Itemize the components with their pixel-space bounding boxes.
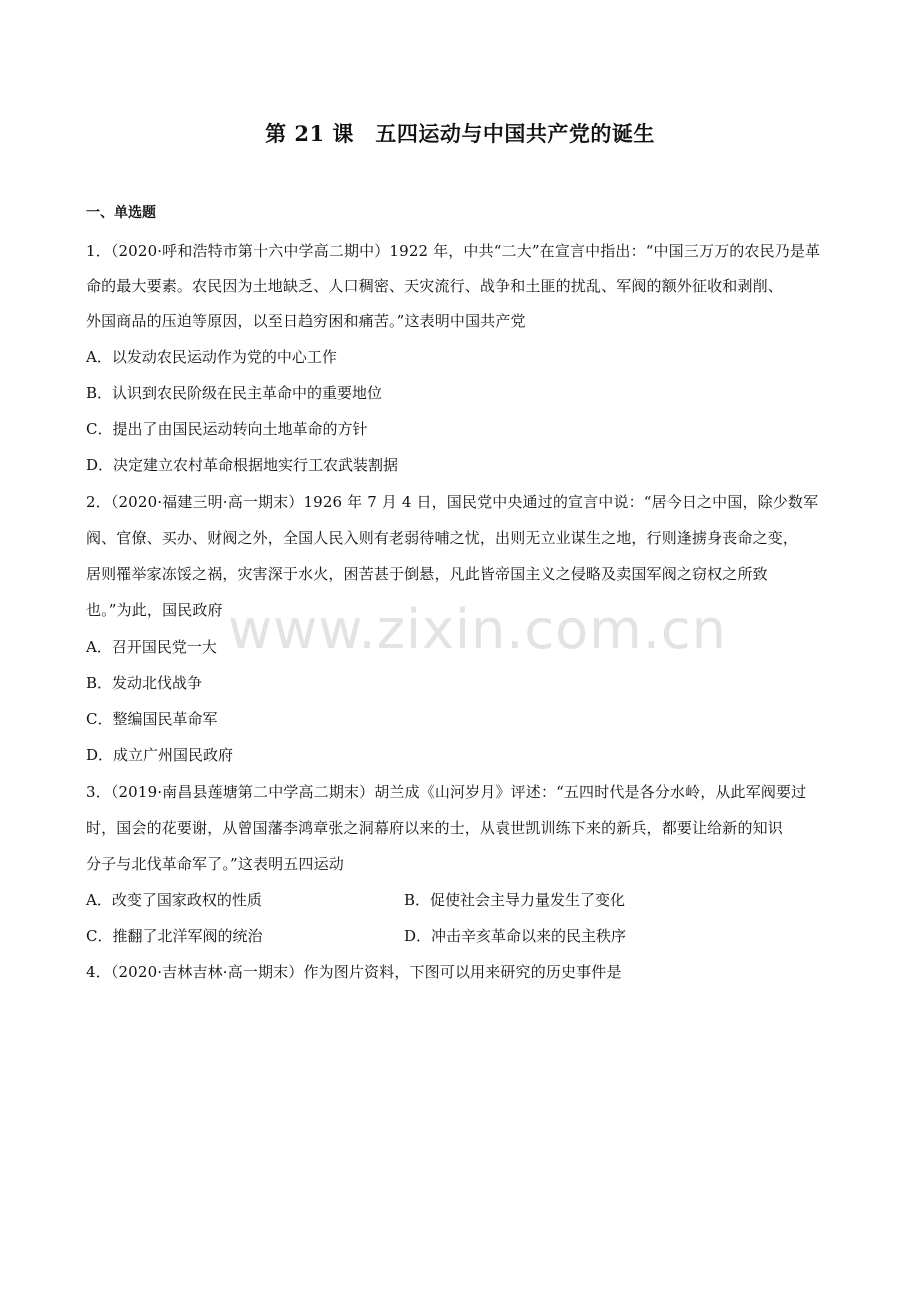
question-2-line-1: 2．（2020·福建三明·高一期末）1926 年 7 月 4 日，国民党中央通过的宣言中说：“居今日之中国，除少数军 bbox=[86, 493, 819, 511]
page-title: 第 21 课 五四运动与中国共产党的诞生 bbox=[265, 121, 655, 146]
section-heading: 一、单选题 bbox=[86, 205, 156, 221]
question-3-line-2: 时，国会的花要谢，从曾国藩李鸿章张之洞幕府以来的士，从袁世凯训练下来的新兵，都要让给新的知识 bbox=[86, 819, 783, 837]
question-2-line-4: 也。”为此，国民政府 bbox=[86, 601, 223, 619]
question-3-line-1: 3．（2019·南昌县莲塘第二中学高二期末）胡兰成《山河岁月》评述：“五四时代是各分水岭，从此军阀要过 bbox=[86, 783, 807, 801]
question-2-option-c: C．整编国民革命军 bbox=[86, 710, 218, 728]
question-1-option-c: C．提出了由国民运动转向土地革命的方针 bbox=[86, 420, 368, 438]
question-3-option-d: D．冲击辛亥革命以来的民主秩序 bbox=[404, 927, 627, 945]
question-2-option-b: B．发动北伐战争 bbox=[86, 674, 203, 692]
question-2-option-d: D．成立广州国民政府 bbox=[86, 746, 234, 764]
question-2-line-3: 居则罹举家冻馁之祸，灾害深于水火，困苦甚于倒悬，凡此皆帝国主义之侵略及卖国军阀之窃权之所致 bbox=[86, 565, 768, 583]
watermark-text: www.zixin.com.cn bbox=[228, 598, 727, 661]
question-4-line-1: 4．（2020·吉林吉林·高一期末）作为图片资料，下图可以用来研究的历史事件是 bbox=[86, 963, 622, 981]
question-1-option-b: B．认识到农民阶级在民主革命中的重要地位 bbox=[86, 384, 383, 402]
question-3-option-a: A．改变了国家政权的性质 bbox=[86, 891, 262, 909]
question-3-option-b: B．促使社会主导力量发生了变化 bbox=[404, 891, 626, 909]
question-2-option-a: A．召开国民党一大 bbox=[86, 638, 217, 656]
question-1-line-3: 外国商品的压迫等原因，以至日趋穷困和痛苦。”这表明中国共产党 bbox=[86, 312, 526, 330]
question-1-option-d: D．决定建立农村革命根据地实行工农武装割据 bbox=[86, 456, 399, 474]
question-1-line-2: 命的最大要素。农民因为土地缺乏、人口稠密、天灾流行、战争和土匪的扰乱、军阀的额外征收和剥削、 bbox=[86, 277, 783, 295]
question-1-line-1: 1．（2020·呼和浩特市第十六中学高二期中）1922 年，中共“二大”在宣言中指出：“中国三万万的农民乃是革 bbox=[86, 242, 821, 260]
question-3-option-c: C．推翻了北洋军阀的统治 bbox=[86, 927, 263, 945]
question-3-line-3: 分子与北伐革命军了。”这表明五四运动 bbox=[86, 855, 344, 873]
question-1-option-a: A．以发动农民运动作为党的中心工作 bbox=[86, 348, 337, 366]
question-2-line-2: 阀、官僚、买办、财阀之外，全国人民入则有老弱待哺之忧，出则无立业谋生之地，行则逢掳身丧命之变， bbox=[86, 529, 799, 547]
